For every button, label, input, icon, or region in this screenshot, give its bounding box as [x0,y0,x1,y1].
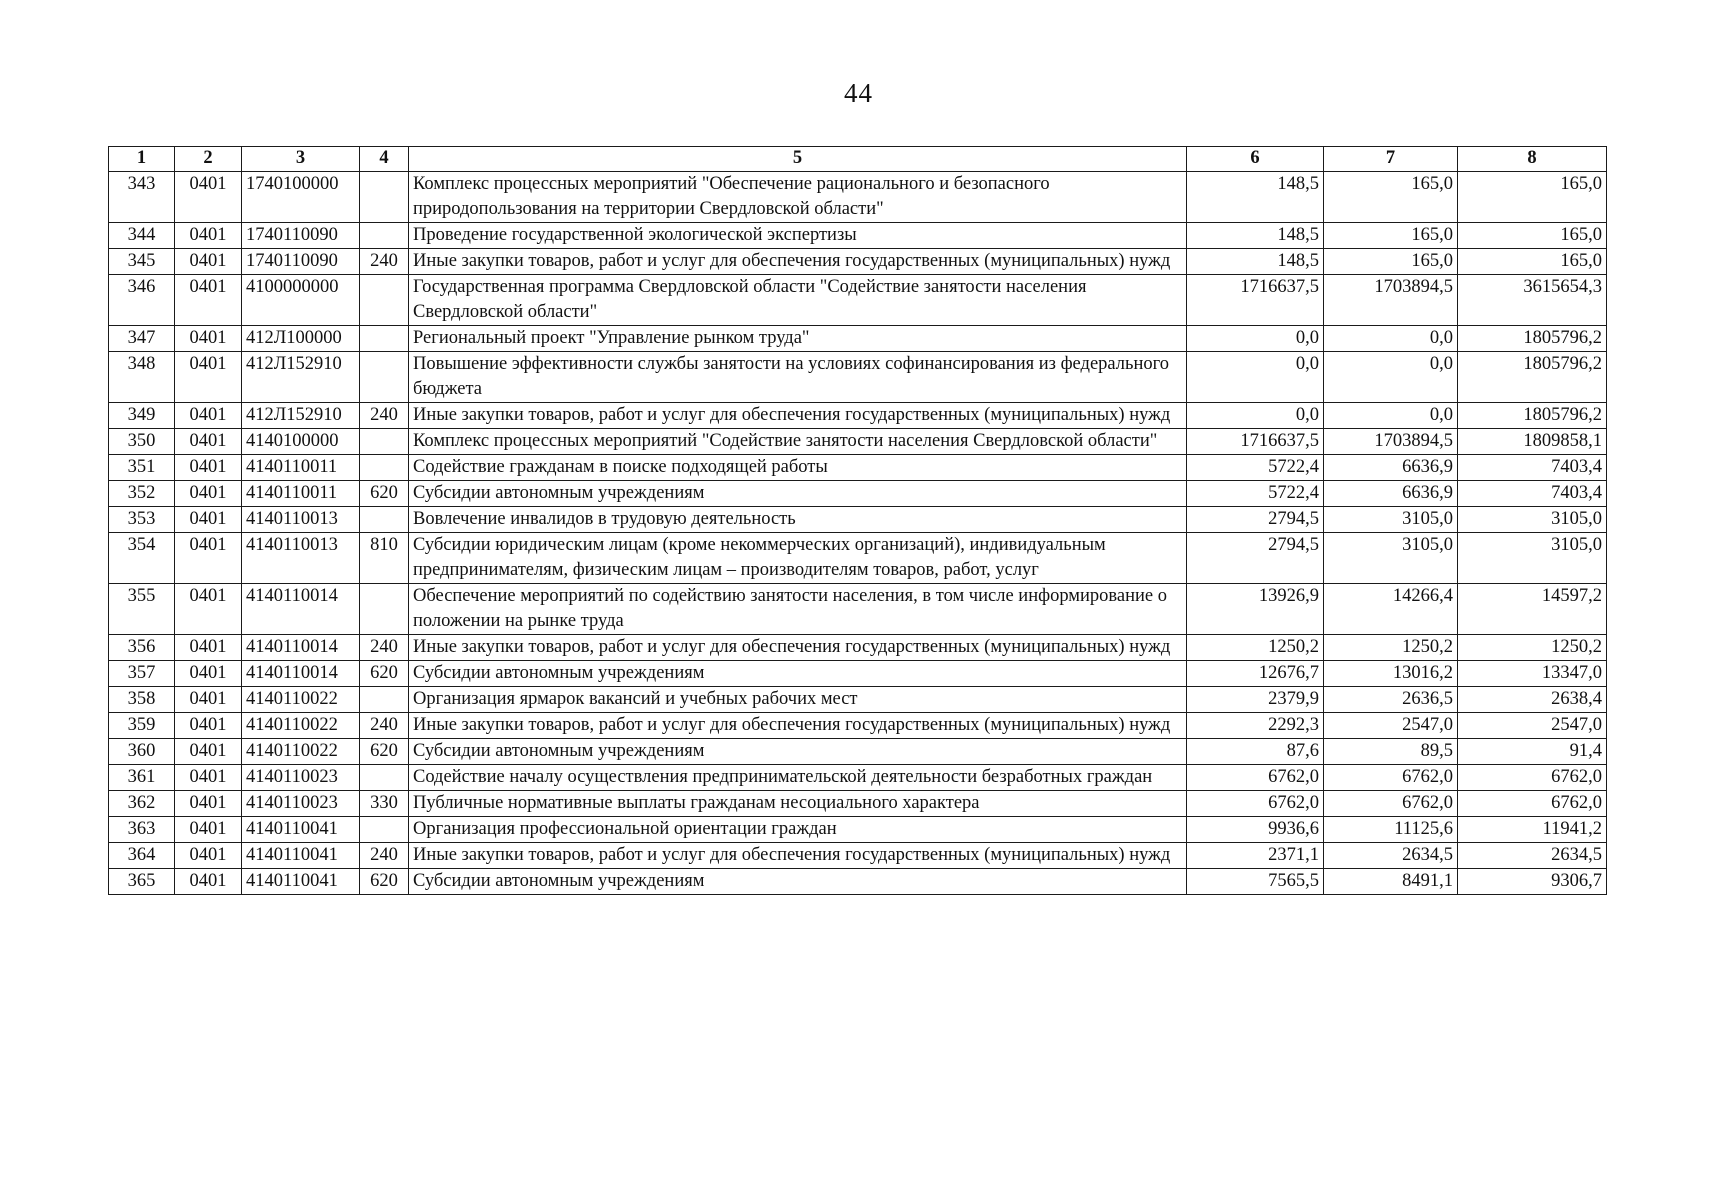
target-code-cell: 4140100000 [242,429,360,455]
amount-col6-cell: 2794,5 [1187,507,1324,533]
amount-col8-cell: 165,0 [1458,223,1607,249]
amount-col6-cell: 5722,4 [1187,481,1324,507]
amount-col6-cell: 87,6 [1187,739,1324,765]
amount-col7-cell: 6762,0 [1324,791,1458,817]
amount-col6-cell: 1716637,5 [1187,275,1324,326]
amount-col8-cell: 1250,2 [1458,635,1607,661]
amount-col6-cell: 5722,4 [1187,455,1324,481]
target-code-cell: 412Л152910 [242,403,360,429]
amount-col6-cell: 9936,6 [1187,817,1324,843]
table-row [109,223,1607,249]
amount-col6-cell: 12676,7 [1187,661,1324,687]
amount-col8-cell: 165,0 [1458,172,1607,223]
amount-col7-cell: 0,0 [1324,352,1458,403]
section-code-cell: 0401 [175,249,242,275]
target-code-cell: 4140110022 [242,687,360,713]
expense-type-cell: 620 [360,739,409,765]
amount-col7-cell: 8491,1 [1324,869,1458,895]
table-body [109,172,1607,895]
target-code-cell: 4140110013 [242,533,360,584]
row-number-cell: 364 [109,843,175,869]
amount-col7-cell: 13016,2 [1324,661,1458,687]
section-code-cell: 0401 [175,172,242,223]
section-code-cell: 0401 [175,869,242,895]
amount-col8-cell: 13347,0 [1458,661,1607,687]
expense-type-cell [360,507,409,533]
amount-col7-cell: 6636,9 [1324,481,1458,507]
section-code-cell: 0401 [175,507,242,533]
header-cell: 4 [360,147,409,172]
section-code-cell: 0401 [175,713,242,739]
amount-col7-cell: 0,0 [1324,403,1458,429]
amount-col7-cell: 2547,0 [1324,713,1458,739]
target-code-cell: 4140110023 [242,791,360,817]
amount-col8-cell: 14597,2 [1458,584,1607,635]
table-row [109,687,1607,713]
amount-col6-cell: 2371,1 [1187,843,1324,869]
amount-col7-cell: 3105,0 [1324,507,1458,533]
row-number-cell: 357 [109,661,175,687]
expense-type-cell: 240 [360,249,409,275]
amount-col6-cell: 148,5 [1187,172,1324,223]
amount-col8-cell: 1805796,2 [1458,326,1607,352]
row-number-cell: 348 [109,352,175,403]
item-name-cell: Субсидии автономным учреждениям [409,739,1187,765]
item-name-cell: Региональный проект "Управление рынком труда" [409,326,1187,352]
expense-type-cell: 620 [360,661,409,687]
amount-col7-cell: 1250,2 [1324,635,1458,661]
expense-type-cell [360,275,409,326]
table-row [109,533,1607,584]
amount-col8-cell: 3105,0 [1458,533,1607,584]
row-number-cell: 350 [109,429,175,455]
section-code-cell: 0401 [175,817,242,843]
row-number-cell: 360 [109,739,175,765]
table-row [109,584,1607,635]
table-row [109,429,1607,455]
row-number-cell: 345 [109,249,175,275]
row-number-cell: 365 [109,869,175,895]
row-number-cell: 344 [109,223,175,249]
section-code-cell: 0401 [175,791,242,817]
table-row [109,481,1607,507]
amount-col7-cell: 6762,0 [1324,765,1458,791]
item-name-cell: Иные закупки товаров, работ и услуг для обеспечения государственных (муниципальных) нужд [409,249,1187,275]
item-name-cell: Организация ярмарок вакансий и учебных рабочих мест [409,687,1187,713]
header-cell: 3 [242,147,360,172]
section-code-cell: 0401 [175,275,242,326]
table-row [109,455,1607,481]
amount-col7-cell: 1703894,5 [1324,275,1458,326]
row-number-cell: 351 [109,455,175,481]
expense-type-cell [360,455,409,481]
expense-type-cell [360,687,409,713]
table-row [109,403,1607,429]
expense-type-cell [360,223,409,249]
expense-type-cell: 240 [360,635,409,661]
amount-col7-cell: 165,0 [1324,223,1458,249]
section-code-cell: 0401 [175,584,242,635]
amount-col8-cell: 3105,0 [1458,507,1607,533]
amount-col8-cell: 7403,4 [1458,481,1607,507]
item-name-cell: Субсидии автономным учреждениям [409,869,1187,895]
row-number-cell: 355 [109,584,175,635]
item-name-cell: Иные закупки товаров, работ и услуг для обеспечения государственных (муниципальных) нужд [409,635,1187,661]
item-name-cell: Комплекс процессных мероприятий "Обеспечение рационального и безопасного природопользования на территории Свердловской области" [409,172,1187,223]
target-code-cell: 1740110090 [242,249,360,275]
amount-col6-cell: 6762,0 [1187,765,1324,791]
target-code-cell: 4140110023 [242,765,360,791]
item-name-cell: Содействие гражданам в поиске подходящей работы [409,455,1187,481]
row-number-cell: 347 [109,326,175,352]
target-code-cell: 412Л100000 [242,326,360,352]
amount-col8-cell: 91,4 [1458,739,1607,765]
target-code-cell: 4140110022 [242,739,360,765]
amount-col7-cell: 14266,4 [1324,584,1458,635]
item-name-cell: Обеспечение мероприятий по содействию занятости населения, в том числе информирование о положении на рынке труда [409,584,1187,635]
expense-type-cell: 810 [360,533,409,584]
expense-type-cell [360,765,409,791]
target-code-cell: 4100000000 [242,275,360,326]
item-name-cell: Проведение государственной экологической экспертизы [409,223,1187,249]
expense-type-cell [360,352,409,403]
expense-type-cell [360,429,409,455]
amount-col7-cell: 11125,6 [1324,817,1458,843]
row-number-cell: 356 [109,635,175,661]
item-name-cell: Субсидии автономным учреждениям [409,661,1187,687]
section-code-cell: 0401 [175,687,242,713]
amount-col8-cell: 6762,0 [1458,765,1607,791]
item-name-cell: Комплекс процессных мероприятий "Содействие занятости населения Свердловской области" [409,429,1187,455]
expense-type-cell [360,172,409,223]
table-row [109,817,1607,843]
section-code-cell: 0401 [175,533,242,584]
section-code-cell: 0401 [175,429,242,455]
section-code-cell: 0401 [175,403,242,429]
item-name-cell: Иные закупки товаров, работ и услуг для обеспечения государственных (муниципальных) нужд [409,843,1187,869]
amount-col6-cell: 2379,9 [1187,687,1324,713]
item-name-cell: Субсидии юридическим лицам (кроме некоммерческих организаций), индивидуальным предпринимателям, физическим лицам – производителям товаров, работ, услуг [409,533,1187,584]
item-name-cell: Иные закупки товаров, работ и услуг для обеспечения государственных (муниципальных) нужд [409,713,1187,739]
table-row [109,635,1607,661]
header-cell: 5 [409,147,1187,172]
amount-col7-cell: 6636,9 [1324,455,1458,481]
row-number-cell: 352 [109,481,175,507]
amount-col7-cell: 2634,5 [1324,843,1458,869]
table-row [109,713,1607,739]
item-name-cell: Публичные нормативные выплаты гражданам несоциального характера [409,791,1187,817]
amount-col8-cell: 165,0 [1458,249,1607,275]
expense-type-cell: 620 [360,869,409,895]
amount-col6-cell: 2794,5 [1187,533,1324,584]
table-row [109,843,1607,869]
expense-type-cell: 240 [360,843,409,869]
section-code-cell: 0401 [175,481,242,507]
table-row [109,791,1607,817]
header-row [109,147,1607,172]
row-number-cell: 343 [109,172,175,223]
target-code-cell: 4140110014 [242,635,360,661]
target-code-cell: 4140110011 [242,455,360,481]
amount-col8-cell: 2634,5 [1458,843,1607,869]
table-row [109,507,1607,533]
target-code-cell: 4140110041 [242,843,360,869]
table-row [109,326,1607,352]
amount-col6-cell: 1716637,5 [1187,429,1324,455]
amount-col7-cell: 2636,5 [1324,687,1458,713]
expense-type-cell [360,326,409,352]
amount-col7-cell: 89,5 [1324,739,1458,765]
amount-col7-cell: 165,0 [1324,249,1458,275]
amount-col8-cell: 6762,0 [1458,791,1607,817]
amount-col8-cell: 9306,7 [1458,869,1607,895]
item-name-cell: Организация профессиональной ориентации граждан [409,817,1187,843]
header-cell: 1 [109,147,175,172]
expense-type-cell: 240 [360,403,409,429]
amount-col6-cell: 148,5 [1187,249,1324,275]
table-row [109,765,1607,791]
table-row [109,172,1607,223]
budget-table [108,146,1607,895]
row-number-cell: 353 [109,507,175,533]
item-name-cell: Вовлечение инвалидов в трудовую деятельность [409,507,1187,533]
amount-col8-cell: 11941,2 [1458,817,1607,843]
amount-col8-cell: 1809858,1 [1458,429,1607,455]
section-code-cell: 0401 [175,661,242,687]
expense-type-cell: 330 [360,791,409,817]
amount-col8-cell: 2638,4 [1458,687,1607,713]
item-name-cell: Повышение эффективности службы занятости на условиях софинансирования из федерального бюджета [409,352,1187,403]
amount-col6-cell: 0,0 [1187,326,1324,352]
table-row [109,661,1607,687]
section-code-cell: 0401 [175,635,242,661]
section-code-cell: 0401 [175,765,242,791]
target-code-cell: 1740100000 [242,172,360,223]
section-code-cell: 0401 [175,843,242,869]
item-name-cell: Субсидии автономным учреждениям [409,481,1187,507]
table-row [109,249,1607,275]
table-row [109,352,1607,403]
item-name-cell: Содействие началу осуществления предпринимательской деятельности безработных граждан [409,765,1187,791]
item-name-cell: Государственная программа Свердловской области "Содействие занятости населения Свердловской области" [409,275,1187,326]
amount-col6-cell: 7565,5 [1187,869,1324,895]
amount-col8-cell: 1805796,2 [1458,403,1607,429]
row-number-cell: 349 [109,403,175,429]
header-cell: 8 [1458,147,1607,172]
amount-col7-cell: 1703894,5 [1324,429,1458,455]
page-number: 44 [844,78,873,108]
amount-col7-cell: 165,0 [1324,172,1458,223]
section-code-cell: 0401 [175,326,242,352]
section-code-cell: 0401 [175,455,242,481]
amount-col7-cell: 0,0 [1324,326,1458,352]
row-number-cell: 359 [109,713,175,739]
target-code-cell: 4140110014 [242,661,360,687]
row-number-cell: 363 [109,817,175,843]
table-row [109,739,1607,765]
target-code-cell: 4140110011 [242,481,360,507]
row-number-cell: 346 [109,275,175,326]
expense-type-cell [360,584,409,635]
amount-col6-cell: 2292,3 [1187,713,1324,739]
section-code-cell: 0401 [175,352,242,403]
table-row [109,275,1607,326]
amount-col7-cell: 3105,0 [1324,533,1458,584]
amount-col6-cell: 1250,2 [1187,635,1324,661]
amount-col8-cell: 2547,0 [1458,713,1607,739]
row-number-cell: 358 [109,687,175,713]
target-code-cell: 1740110090 [242,223,360,249]
row-number-cell: 361 [109,765,175,791]
section-code-cell: 0401 [175,223,242,249]
expense-type-cell [360,817,409,843]
target-code-cell: 412Л152910 [242,352,360,403]
item-name-cell: Иные закупки товаров, работ и услуг для обеспечения государственных (муниципальных) нужд [409,403,1187,429]
amount-col8-cell: 1805796,2 [1458,352,1607,403]
target-code-cell: 4140110022 [242,713,360,739]
amount-col6-cell: 13926,9 [1187,584,1324,635]
section-code-cell: 0401 [175,739,242,765]
expense-type-cell: 240 [360,713,409,739]
target-code-cell: 4140110013 [242,507,360,533]
amount-col8-cell: 3615654,3 [1458,275,1607,326]
target-code-cell: 4140110041 [242,817,360,843]
table-row [109,869,1607,895]
amount-col8-cell: 7403,4 [1458,455,1607,481]
target-code-cell: 4140110041 [242,869,360,895]
row-number-cell: 354 [109,533,175,584]
amount-col6-cell: 0,0 [1187,403,1324,429]
target-code-cell: 4140110014 [242,584,360,635]
amount-col6-cell: 148,5 [1187,223,1324,249]
header-cell: 7 [1324,147,1458,172]
expense-type-cell: 620 [360,481,409,507]
row-number-cell: 362 [109,791,175,817]
amount-col6-cell: 6762,0 [1187,791,1324,817]
header-cell: 2 [175,147,242,172]
header-cell: 6 [1187,147,1324,172]
amount-col6-cell: 0,0 [1187,352,1324,403]
